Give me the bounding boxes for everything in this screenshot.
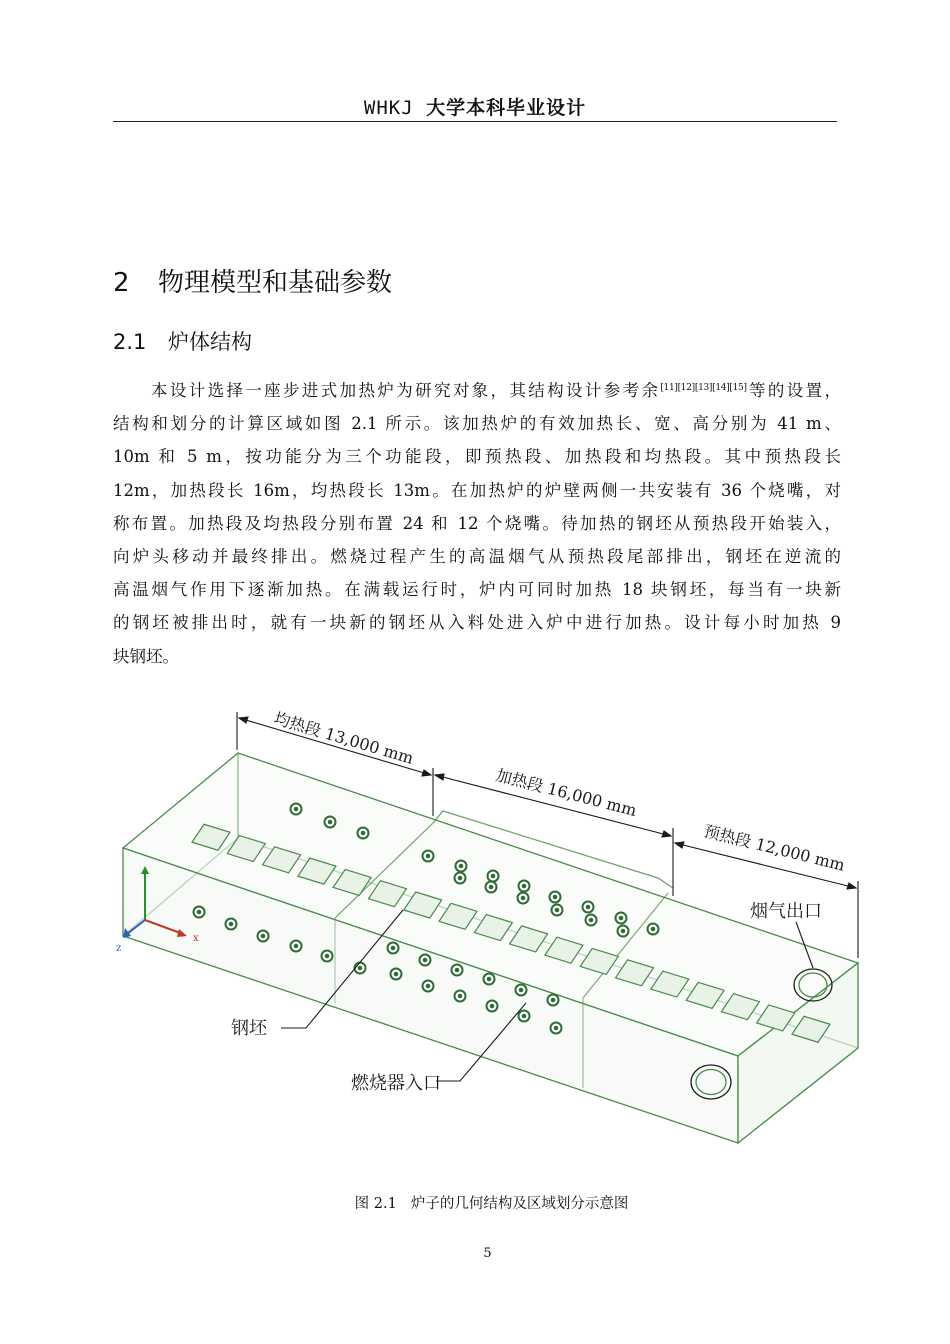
axis-z-label: z — [116, 943, 122, 954]
paragraph-line: 高温烟气作用下逐渐加热。在满载运行时，炉内可同时加热 18 块钢坯，每当有一块新 — [113, 580, 841, 600]
paragraph-line: 块钢坯。 — [113, 646, 179, 666]
burner-core — [651, 927, 656, 932]
burner-core — [555, 908, 560, 913]
header-title: 大学本科毕业设计 — [426, 97, 587, 119]
burner-core — [551, 998, 556, 1003]
burner-core — [586, 905, 591, 910]
burner-core — [426, 984, 431, 989]
paragraph-line: 12m，加热段长 16m，均热段长 13m。在加热炉的炉壁两侧一共安装有 36 个烧嘴，对 — [113, 480, 841, 500]
burner-core — [491, 874, 496, 879]
burner-core — [423, 958, 428, 963]
header-latin: WHKJ — [363, 97, 414, 119]
burner-core — [487, 977, 492, 982]
burner-core — [328, 820, 333, 825]
burner-core — [458, 876, 463, 881]
page-header — [0, 93, 950, 120]
header-rule — [113, 121, 837, 122]
chapter-title: 物理模型和基础参数 — [158, 268, 393, 298]
section-heading — [113, 326, 252, 356]
furnace-diagram — [113, 698, 873, 1168]
paragraph-line: 的钢坯被排出时，就有一块新的钢坯从入料处进入炉中进行加热。设计每小时加热 9 — [113, 613, 841, 633]
body-paragraph — [113, 372, 841, 673]
paragraph-line: 结构和划分的计算区域如图 2.1 所示。该加热炉的有效加热长、宽、高分别为 41 m、 — [113, 414, 841, 434]
paragraph-line: 本设计选择一座步进式加热炉为研究对象，其结构设计参考余[11][12][13][14][15]等的设置， — [151, 381, 842, 400]
burner-core — [361, 831, 366, 836]
section-number: 2.1 — [113, 330, 147, 354]
burner-core — [459, 864, 464, 869]
burner-core — [358, 966, 363, 971]
burner-core — [522, 884, 527, 889]
burner-inlet-label: 燃烧器入口 — [351, 1073, 441, 1094]
burner-core — [197, 910, 202, 915]
heating-zone-label: 加热段 16,000 mm — [493, 765, 639, 821]
burner-core — [261, 934, 266, 939]
burner-core — [426, 854, 431, 859]
billet-label: 钢坯 — [231, 1018, 267, 1039]
burner-core — [294, 807, 299, 812]
burner-core — [554, 1026, 559, 1031]
page-number: 5 — [483, 1246, 492, 1261]
burner-core — [455, 968, 460, 973]
section-title: 炉体结构 — [168, 330, 252, 354]
flue-outlet-label: 烟气出口 — [750, 901, 822, 922]
soaking-zone-label: 均热段 13,000 mm — [271, 708, 416, 768]
burner-core — [391, 946, 396, 951]
paragraph-line: 10m 和 5 m，按功能分为三个功能段，即预热段、加热段和均热段。其中预热段长 — [113, 447, 841, 467]
burner-core — [522, 1014, 527, 1019]
burner-core — [489, 885, 494, 890]
furnace-outline — [123, 753, 858, 1143]
caption-number: 图 2.1 — [354, 1196, 397, 1212]
chapter-number: 2 — [113, 268, 130, 298]
furnace-figure — [113, 698, 873, 1168]
preheat-zone-label: 预热段 12,000 mm — [702, 821, 847, 875]
burner-core — [229, 922, 234, 927]
burner-core — [589, 918, 594, 923]
burner-core — [521, 896, 526, 901]
burner-core — [490, 1004, 495, 1009]
caption-text: 炉子的几何结构及区域划分示意图 — [410, 1196, 629, 1212]
burner-core — [619, 916, 624, 921]
burner-core — [325, 954, 330, 959]
figure-caption — [0, 1192, 950, 1213]
chapter-heading — [113, 262, 392, 299]
axis-x-label: x — [193, 933, 199, 944]
burner-core — [458, 994, 463, 999]
burner-core — [519, 988, 524, 993]
burner-core — [294, 944, 299, 949]
burner-core — [553, 895, 558, 900]
burner-core — [621, 929, 626, 934]
paragraph-line: 向炉头移动并最终排出。燃烧过程产生的高温烟气从预热段尾部排出，钢坯在逆流的 — [113, 547, 841, 567]
citation-refs: [11][12][13][14][15] — [660, 383, 747, 393]
paragraph-line: 称布置。加热段及均热段分别布置 24 和 12 个烧嘴。待加热的钢坯从预热段开始装入， — [113, 513, 841, 533]
burner-core — [394, 972, 399, 977]
